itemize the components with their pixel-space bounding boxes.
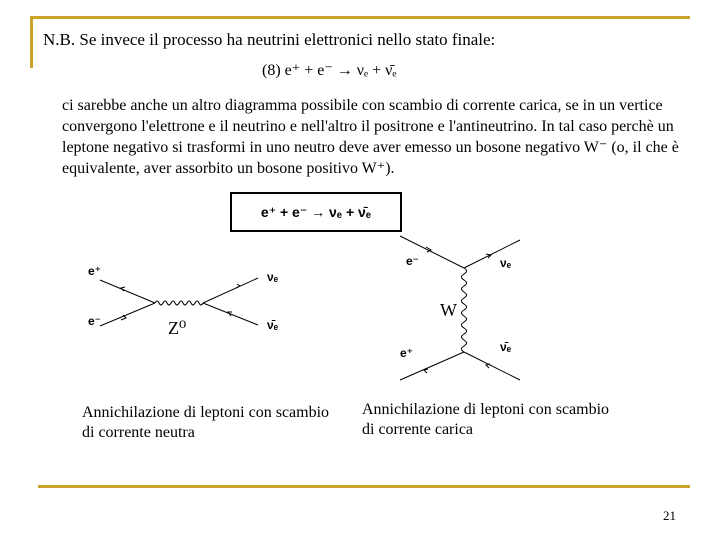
label-nu-e-bar-charged: ν̄ₑ <box>500 340 512 354</box>
label-z0: Z⁰ <box>168 318 187 338</box>
explanation-paragraph: ci sarebbe anche un altro diagramma possibile con scambio di corrente carica, se in un vertice convergono l'elettrone e il neutrino e nell'altro il positrone e l'antineutrino. In tal caso perchè un leptone negativo si trasformi in uno neutro deve aver emesso un bosone negativo W⁻ (o, il che è equivalente, aver assorbito un bosone positivo W⁺). <box>62 97 679 177</box>
arrow-nu-e-bar <box>486 364 490 368</box>
page-number: 21 <box>663 508 676 523</box>
z0-propagator <box>155 301 203 305</box>
arrow-nu-e <box>236 284 240 288</box>
e-minus-line <box>100 303 155 326</box>
e-plus-line <box>100 280 155 303</box>
slide-title: N.B. Se invece il processo ha neutrini elettronici nello stato finale: <box>43 30 496 49</box>
label-nu-e-bar: ν̄ₑ <box>267 318 279 332</box>
nu-e-line <box>203 278 258 303</box>
caption-charged-current: Annichilazione di leptoni con scambio di corrente carica <box>362 401 610 438</box>
arrow-e-plus <box>424 369 428 373</box>
label-e-minus: e⁻ <box>88 314 102 328</box>
nu-e-bar-line <box>464 352 520 380</box>
label-e-plus-charged: e⁺ <box>400 346 414 360</box>
label-nu-e-charged: νₑ <box>500 256 512 270</box>
boxed-equation: e⁺ + e⁻ → νₑ + ν̄ₑ <box>230 192 402 232</box>
w-propagator <box>462 268 467 352</box>
equation-8: (8) e⁺ + e⁻ → νₑ + ν̄ₑ <box>262 62 397 79</box>
nu-e-line <box>464 240 520 268</box>
label-w-boson: W <box>440 300 457 320</box>
nu-e-bar-line <box>203 303 258 325</box>
label-e-plus: e⁺ <box>88 264 102 278</box>
label-e-minus-charged: e⁻ <box>406 254 420 268</box>
caption-neutral-current: Annichilazione di leptoni con scambio di corrente neutra <box>82 404 330 441</box>
label-nu-e: νₑ <box>267 270 279 284</box>
